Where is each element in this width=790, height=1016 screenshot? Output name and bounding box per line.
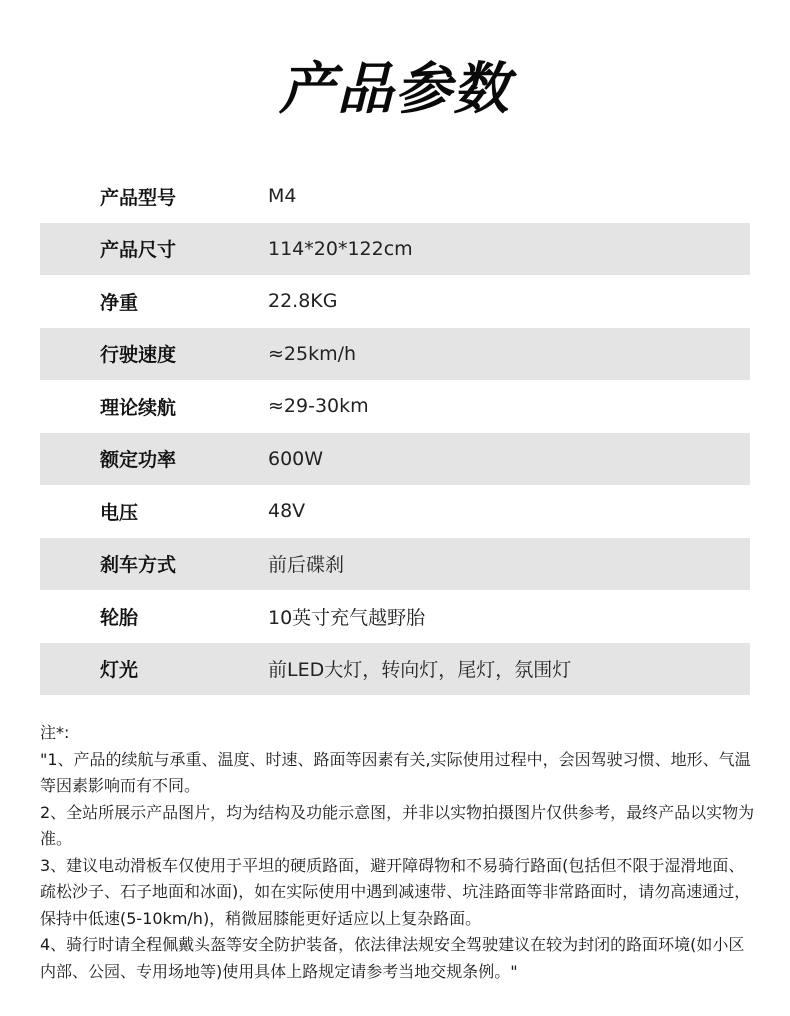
spec-label: 产品型号 <box>100 186 177 209</box>
spec-row-voltage <box>40 485 750 538</box>
spec-label: 灯光 <box>100 659 139 682</box>
spec-row-range <box>40 380 750 433</box>
spec-label: 轮胎 <box>100 606 139 629</box>
spec-row-tire <box>40 590 750 643</box>
spec-row-model <box>40 170 750 223</box>
spec-label: 电压 <box>100 501 139 524</box>
spec-row-lights <box>40 643 750 696</box>
spec-label: 净重 <box>100 291 139 314</box>
spec-value: ≈29-30km <box>268 395 369 418</box>
spec-row-brake <box>40 538 750 591</box>
spec-value: 10英寸充气越野胎 <box>268 606 426 629</box>
spec-label: 额定功率 <box>100 449 177 472</box>
spec-row-power <box>40 433 750 486</box>
note-item: 2、全站所展示产品图片，均为结构及功能示意图，并非以实物拍摄图片仅供参考，最终产品以实物为准。 <box>40 802 755 848</box>
spec-row-weight <box>40 275 750 328</box>
spec-value: 48V <box>268 500 306 523</box>
spec-value: 前后碟刹 <box>268 554 345 577</box>
note-item: 3、建议电动滑板车仅使用于平坦的硬质路面，避开障碍物和不易骑行路面(包括但不限于湿滑地面、疏松沙子、石子地面和冰面)，如在实际使用中遇到减速带、坑洼路面等非常路面时，请勿高速通过，保持中低速(5-10km/h)，稍微屈膝能更好适应以上复杂路面。 <box>40 855 751 928</box>
spec-label: 行驶速度 <box>100 344 177 367</box>
spec-value: 22.8KG <box>268 290 338 313</box>
spec-table <box>40 170 750 695</box>
spec-label: 理论续航 <box>100 396 177 419</box>
spec-row-size <box>40 223 750 276</box>
note-item: 4、骑行时请全程佩戴头盔等安全防护装备，依法律法规安全驾驶建议在较为封闭的路面环境(如小区内部、公园、专用场地等)使用具体上路规定请参考当地交规条例。" <box>40 935 745 981</box>
spec-value: M4 <box>268 185 297 208</box>
spec-value: 前LED大灯，转向灯，尾灯，氛围灯 <box>268 659 572 682</box>
spec-label: 产品尺寸 <box>100 239 177 262</box>
spec-label: 刹车方式 <box>100 554 177 577</box>
note-item: "1、产品的续航与承重、温度、时速、路面等因素有关,实际使用过程中，会因驾驶习惯、地形、气温等因素影响而有不同。 <box>40 749 751 795</box>
spec-row-speed <box>40 328 750 381</box>
page-title: 产品参数 <box>279 57 511 122</box>
spec-value: 114*20*122cm <box>268 237 413 260</box>
spec-value: 600W <box>268 447 324 470</box>
notes-section <box>40 720 756 985</box>
spec-value: ≈25km/h <box>268 342 357 365</box>
notes-heading: 注*: <box>40 723 70 742</box>
